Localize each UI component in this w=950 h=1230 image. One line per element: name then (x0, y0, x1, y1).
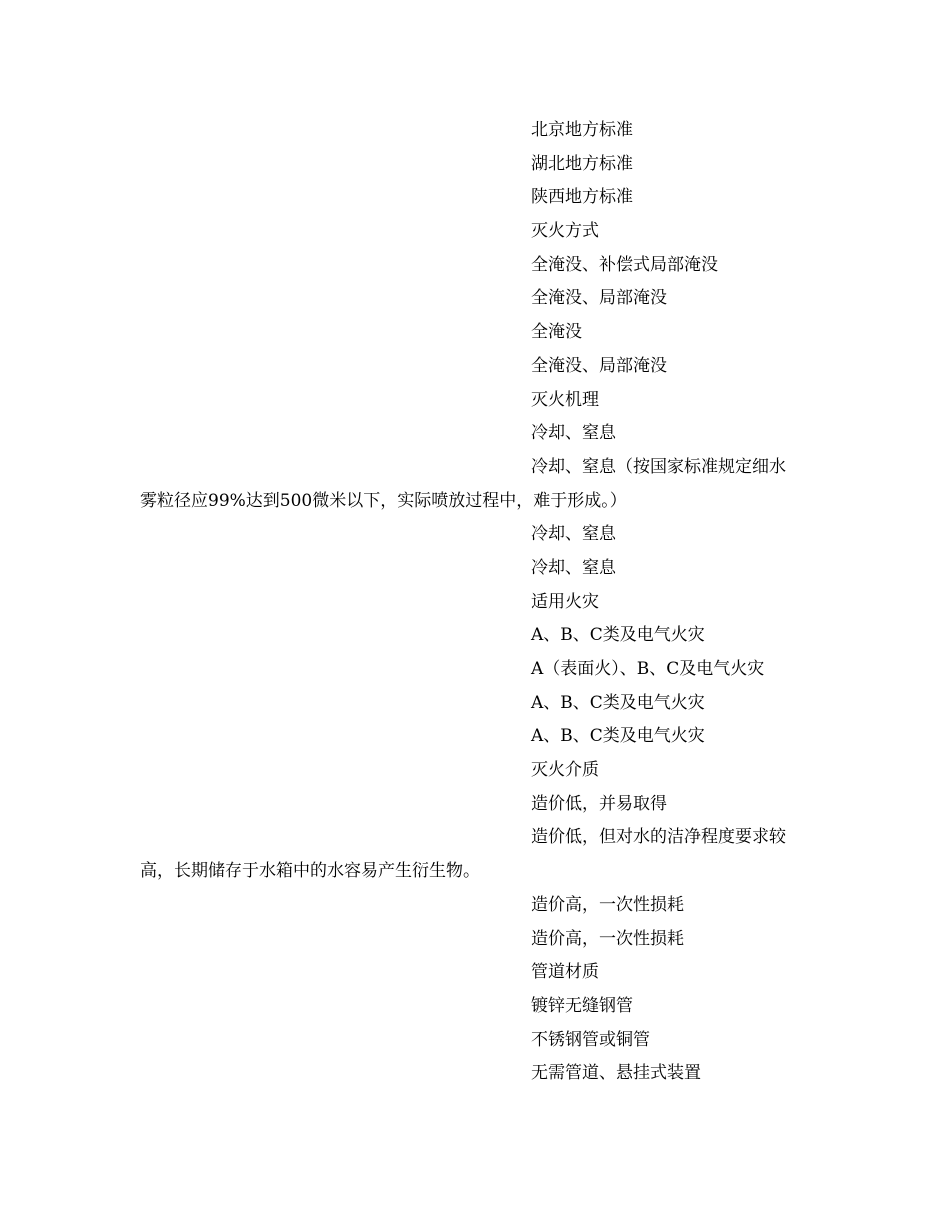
text-line: 适用火灾 (531, 591, 599, 612)
text-line: 造价低，并易取得 (531, 793, 667, 814)
text-line: 造价高，一次性损耗 (531, 928, 684, 949)
text-line: 造价高，一次性损耗 (531, 894, 684, 915)
text-line: 管道材质 (531, 962, 599, 983)
text-line: 湖北地方标准 (531, 153, 633, 174)
text-line: A、B、C类及电气火灾 (531, 625, 705, 646)
text-line: 灭火机理 (531, 389, 599, 410)
text-line: A、B、C类及电气火灾 (531, 692, 705, 713)
text-line: 高，长期储存于水箱中的水容易产生衍生物。 (140, 861, 480, 882)
text-line: 全淹没、局部淹没 (531, 288, 667, 309)
text-line: 陕西地方标准 (531, 187, 633, 208)
text-line: A、B、C类及电气火灾 (531, 726, 705, 747)
text-line: 冷却、窒息 (531, 524, 616, 545)
text-line: 全淹没、局部淹没 (531, 355, 667, 376)
text-line: 镀锌无缝钢管 (531, 995, 633, 1016)
text-line: 冷却、窒息 (531, 557, 616, 578)
text-line: 雾粒径应99%达到500微米以下，实际喷放过程中，难于形成。） (140, 490, 627, 511)
text-line: 灭火介质 (531, 760, 599, 781)
text-line: 全淹没 (531, 322, 582, 343)
text-line: 冷却、窒息（按国家标准规定细水 (531, 456, 786, 477)
text-line: 冷却、窒息 (531, 423, 616, 444)
text-line: 不锈钢管或铜管 (531, 1029, 650, 1050)
text-line: A（表面火）、B、C及电气火灾 (531, 659, 765, 679)
text-lines (140, 114, 840, 1091)
text-line: 北京地方标准 (531, 120, 633, 140)
text-line: 灭火方式 (531, 221, 599, 242)
text-line: 造价低，但对水的洁净程度要求较 (531, 827, 786, 848)
text-line: 无需管道、悬挂式装置 (531, 1063, 701, 1084)
text-line: 全淹没、补偿式局部淹没 (531, 254, 718, 275)
